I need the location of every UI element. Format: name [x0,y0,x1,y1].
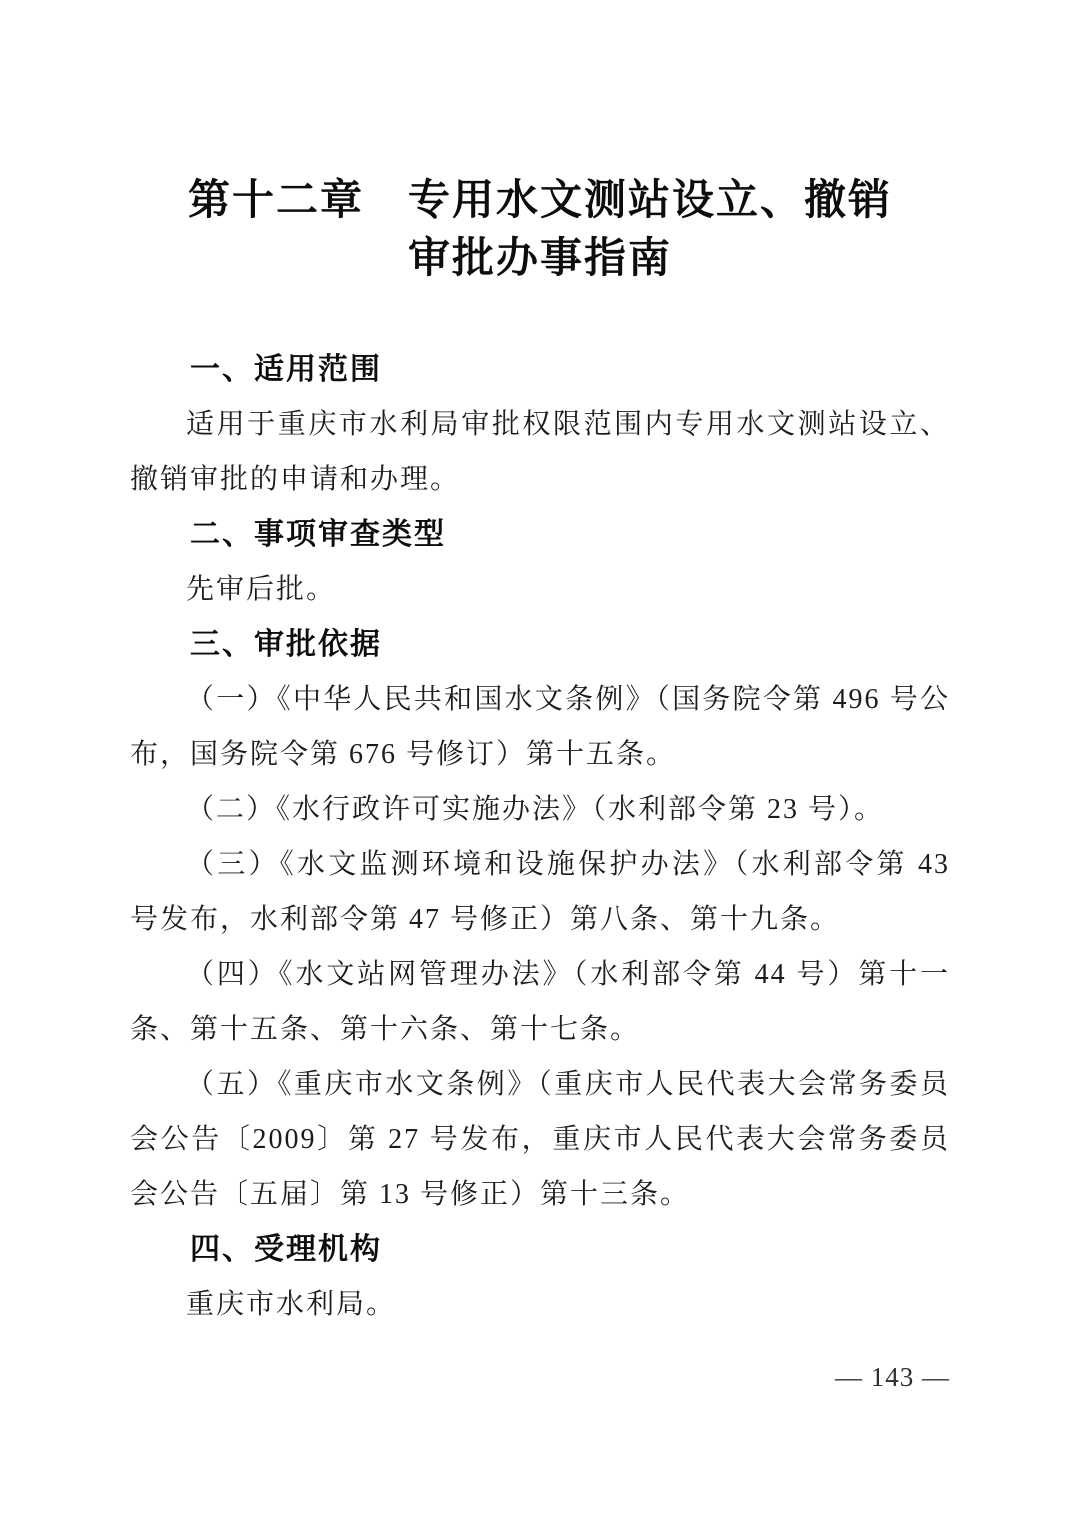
page-number: — 143 — [835,1362,950,1392]
document-body [130,342,950,1332]
section-heading-accepting-agency: 四、受理机构 [190,1233,382,1266]
paragraph-basis-item-1: （一）《中华人民共和国水文条例》（国务院令第 496 号公布，国务院令第 676 号修订）第十五条。 [130,684,950,770]
section-heading-scope: 一、适用范围 [190,353,382,386]
paragraph-basis-item-4: （四）《水文站网管理办法》（水利部令第 44 号）第十一条、第十五条、第十六条、第十七条。 [130,959,950,1045]
section-heading-approval-basis: 三、审批依据 [190,628,382,661]
chapter-title-line2: 审批办事指南 [407,236,672,282]
paragraph-basis-item-2: （二）《水行政许可实施办法》（水利部令第 23 号）。 [186,794,885,825]
section-heading-review-type: 二、事项审查类型 [190,518,446,551]
paragraph-review-type: 先审后批。 [186,574,337,605]
paragraph-basis-item-3: （三）《水文监测环境和设施保护办法》（水利部令第 43 号发布，水利部令第 47 号修正）第八条、第十九条。 [130,849,950,935]
paragraph-accepting-agency: 重庆市水利局。 [186,1289,397,1320]
chapter-title [130,172,950,288]
paragraph-scope: 适用于重庆市水利局审批权限范围内专用水文测站设立、撤销审批的申请和办理。 [130,409,950,495]
paragraph-basis-item-5: （五）《重庆市水文条例》（重庆市人民代表大会常务委员会公告〔2009〕第 27 号发布，重庆市人民代表大会常务委员会公告〔五届〕第 13 号修正）第十三条。 [130,1069,950,1210]
chapter-title-line1: 第十二章 专用水文测站设立、撤销 [187,178,892,224]
